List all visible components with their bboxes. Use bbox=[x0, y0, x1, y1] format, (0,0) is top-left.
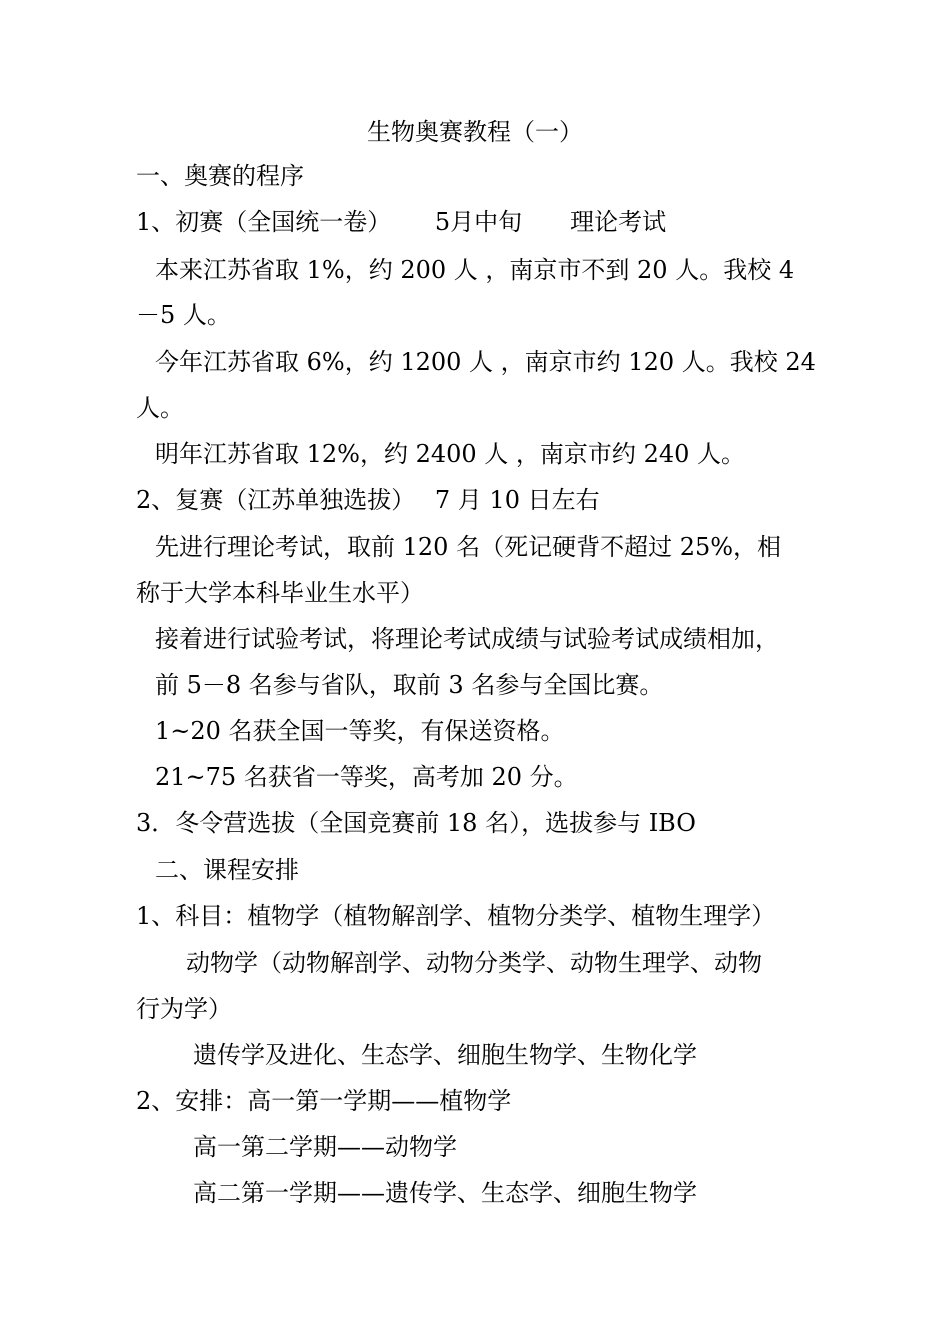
paragraph-line: 行为学） bbox=[136, 995, 232, 1023]
paragraph-line: 今年江苏省取 6%，约 1200 人 ，南京市约 120 人。我校 24 bbox=[155, 348, 816, 376]
paragraph-line: 本来江苏省取 1%，约 200 人 ，南京市不到 20 人。我校 4 bbox=[155, 256, 795, 284]
subsection-heading: 2、复赛（江苏单独选拔） 7 月 10 日左右 bbox=[136, 486, 600, 514]
paragraph-line: 1~20 名获全国一等奖，有保送资格。 bbox=[155, 717, 565, 745]
subsection-heading: 2、安排：高一第一学期——植物学 bbox=[136, 1087, 512, 1115]
paragraph-line: 人。 bbox=[136, 394, 184, 422]
paragraph-line: 21~75 名获省一等奖，高考加 20 分。 bbox=[155, 763, 578, 791]
document-title: 生物奥赛教程（一） bbox=[367, 118, 583, 146]
subsection-heading: 3．冬令营选拔（全国竞赛前 18 名），选拔参与 IBO bbox=[136, 809, 696, 837]
paragraph-line: －5 人。 bbox=[136, 301, 231, 329]
section-heading: 二、课程安排 bbox=[155, 856, 299, 884]
subsection-heading: 1、初赛（全国统一卷） 5月中旬 理论考试 bbox=[136, 208, 667, 236]
subsection-heading: 1、科目：植物学（植物解剖学、植物分类学、植物生理学） bbox=[136, 902, 776, 930]
paragraph-line: 前 5－8 名参与省队，取前 3 名参与全国比赛。 bbox=[155, 671, 664, 699]
paragraph-line: 称于大学本科毕业生水平） bbox=[136, 579, 424, 607]
paragraph-line: 动物学（动物解剖学、动物分类学、动物生理学、动物 bbox=[186, 949, 762, 977]
paragraph-line: 先进行理论考试，取前 120 名（死记硬背不超过 25%，相 bbox=[155, 533, 782, 561]
paragraph-line: 明年江苏省取 12%，约 2400 人 ，南京市约 240 人。 bbox=[155, 440, 746, 468]
paragraph-line: 接着进行试验考试，将理论考试成绩与试验考试成绩相加， bbox=[155, 625, 779, 653]
section-heading: 一、奥赛的程序 bbox=[136, 162, 304, 190]
paragraph-line: 遗传学及进化、生态学、细胞生物学、生物化学 bbox=[193, 1041, 697, 1069]
paragraph-line: 高一第二学期——动物学 bbox=[193, 1133, 457, 1161]
paragraph-line: 高二第一学期——遗传学、生态学、细胞生物学 bbox=[193, 1179, 697, 1207]
